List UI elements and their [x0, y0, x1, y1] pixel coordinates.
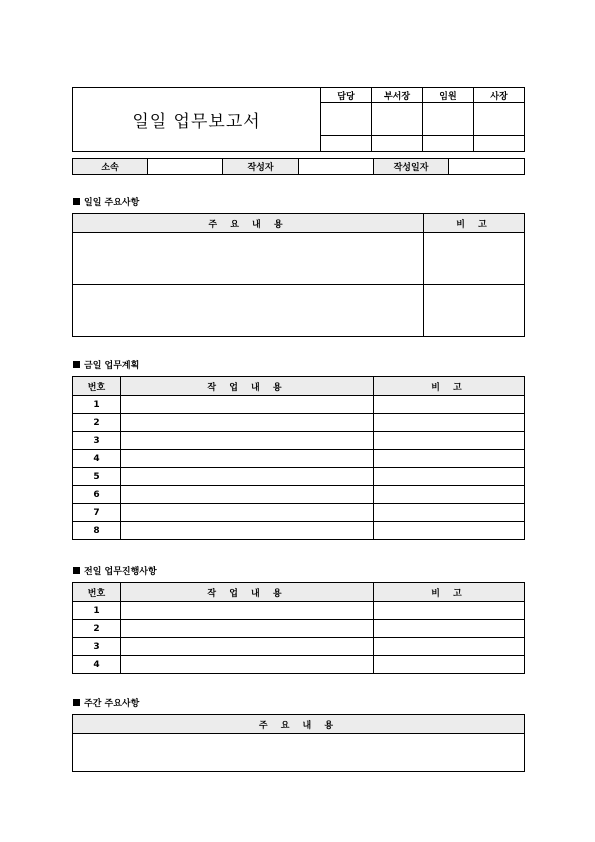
note-cell[interactable]: [374, 396, 525, 414]
task-cell[interactable]: [121, 468, 374, 486]
row-number: 2: [73, 620, 121, 638]
approval-role-staff: 담당: [321, 88, 372, 103]
approval-role-manager: 부서장: [372, 88, 423, 103]
signature-box[interactable]: [474, 103, 525, 136]
task-cell[interactable]: [121, 656, 374, 674]
row-number: 7: [73, 504, 121, 522]
row-number: 1: [73, 396, 121, 414]
note-cell[interactable]: [374, 602, 525, 620]
task-cell[interactable]: [121, 432, 374, 450]
square-bullet-icon: [73, 198, 80, 205]
date-box[interactable]: [474, 136, 525, 152]
content-cell[interactable]: [73, 233, 424, 285]
signature-box[interactable]: [321, 103, 372, 136]
row-number: 6: [73, 486, 121, 504]
work-plan-table: [72, 376, 525, 540]
section-title-progress: 전일 업무진행사항: [73, 564, 157, 577]
col-header-note: 비 고: [424, 214, 525, 233]
task-cell[interactable]: [121, 414, 374, 432]
task-cell[interactable]: [121, 620, 374, 638]
approval-role-president: 사장: [474, 88, 525, 103]
square-bullet-icon: [73, 699, 80, 706]
info-table: [72, 158, 525, 175]
date-box[interactable]: [372, 136, 423, 152]
col-header-content: 주 요 내 용: [73, 715, 525, 734]
col-header-content: 주 요 내 용: [73, 214, 424, 233]
header-table: [72, 87, 525, 152]
note-cell[interactable]: [424, 285, 525, 337]
note-cell[interactable]: [374, 450, 525, 468]
col-header-number: 번호: [73, 583, 121, 602]
note-cell[interactable]: [424, 233, 525, 285]
author-label: 작성자: [223, 159, 299, 175]
col-header-note: 비 고: [374, 583, 525, 602]
date-box[interactable]: [321, 136, 372, 152]
signature-box[interactable]: [372, 103, 423, 136]
task-cell[interactable]: [121, 486, 374, 504]
progress-table: [72, 582, 525, 674]
date-label: 작성일자: [374, 159, 449, 175]
note-cell[interactable]: [374, 432, 525, 450]
note-cell[interactable]: [374, 638, 525, 656]
square-bullet-icon: [73, 567, 80, 574]
page-title: 일일 업무보고서: [73, 88, 321, 152]
signature-box[interactable]: [423, 103, 474, 136]
task-cell[interactable]: [121, 602, 374, 620]
square-bullet-icon: [73, 361, 80, 368]
section-title-weekly: 주간 주요사항: [73, 696, 139, 709]
task-cell[interactable]: [121, 638, 374, 656]
approval-role-executive: 임원: [423, 88, 474, 103]
date-field[interactable]: [449, 159, 525, 175]
row-number: 4: [73, 450, 121, 468]
note-cell[interactable]: [374, 620, 525, 638]
note-cell[interactable]: [374, 656, 525, 674]
affiliation-field[interactable]: [148, 159, 223, 175]
note-cell[interactable]: [374, 486, 525, 504]
daily-items-table: [72, 213, 525, 337]
task-cell[interactable]: [121, 504, 374, 522]
section-title-plan: 금일 업무계획: [73, 358, 139, 371]
content-cell[interactable]: [73, 734, 525, 772]
note-cell[interactable]: [374, 504, 525, 522]
row-number: 5: [73, 468, 121, 486]
task-cell[interactable]: [121, 396, 374, 414]
row-number: 3: [73, 638, 121, 656]
date-box[interactable]: [423, 136, 474, 152]
note-cell[interactable]: [374, 414, 525, 432]
section-title-daily: 일일 주요사항: [73, 195, 139, 208]
row-number: 4: [73, 656, 121, 674]
author-field[interactable]: [299, 159, 374, 175]
col-header-task: 작 업 내 용: [121, 377, 374, 396]
affiliation-label: 소속: [73, 159, 148, 175]
col-header-note: 비 고: [374, 377, 525, 396]
content-cell[interactable]: [73, 285, 424, 337]
row-number: 8: [73, 522, 121, 540]
col-header-task: 작 업 내 용: [121, 583, 374, 602]
row-number: 2: [73, 414, 121, 432]
row-number: 1: [73, 602, 121, 620]
col-header-number: 번호: [73, 377, 121, 396]
note-cell[interactable]: [374, 468, 525, 486]
row-number: 3: [73, 432, 121, 450]
note-cell[interactable]: [374, 522, 525, 540]
task-cell[interactable]: [121, 450, 374, 468]
weekly-items-table: [72, 714, 525, 772]
task-cell[interactable]: [121, 522, 374, 540]
